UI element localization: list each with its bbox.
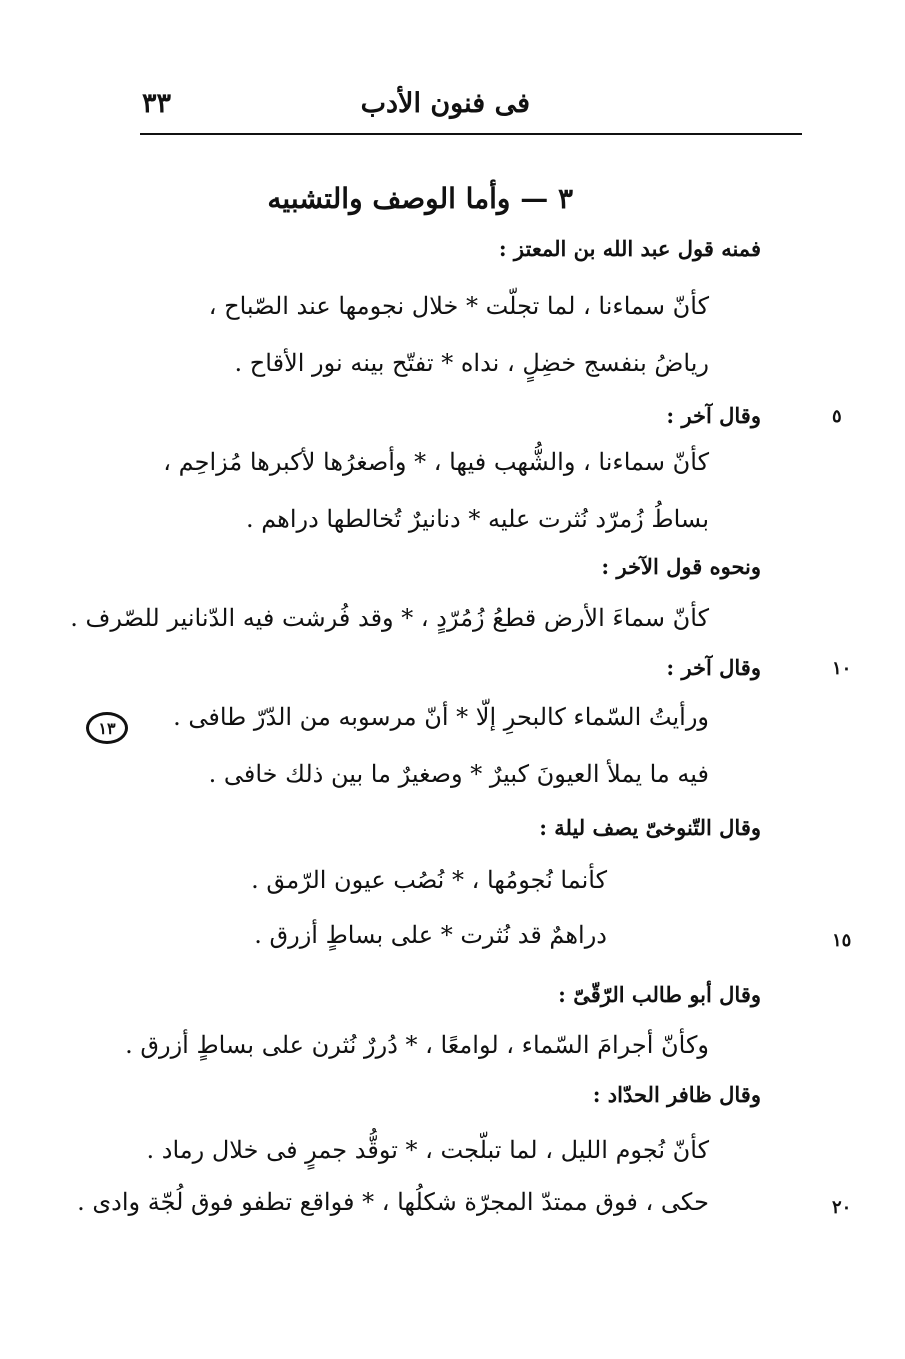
- line-number: ٢٠: [832, 1197, 852, 1218]
- line-number: ١٥: [832, 930, 852, 951]
- verse-line: ورأيتُ السّماء كالبحرِ إلّا * أنّ مرسوبه من الدّرّ طافى .: [173, 703, 709, 731]
- page-number: ٣٣: [142, 88, 172, 119]
- line-number: ٥: [832, 406, 842, 427]
- running-header-title: فى فنون الأدب: [360, 88, 530, 119]
- verse-line: دراهمٌ قد نُثرت * على بساطٍ أزرق .: [254, 921, 607, 949]
- verse-line: رياضُ بنفسج خضِلٍ ، نداه * تفتّح بينه نور الأقاح .: [234, 349, 709, 377]
- header-rule: [140, 133, 802, 135]
- line-number: ١٠: [832, 658, 852, 679]
- intro-line: ونحوه قول الآخر :: [601, 554, 761, 579]
- verse-line: كأنّ سماءنا ، والشُّهب فيها ، * وأصغرُها لأكبرها مُزاحِم ،: [163, 448, 709, 476]
- section-title: ٣ — وأما الوصف والتشبيه: [267, 182, 573, 215]
- verse-line: كأنما نُجومُها ، * نُصُب عيون الرّمق .: [251, 866, 607, 894]
- intro-line: فمنه قول عبد الله بن المعتز :: [498, 236, 761, 261]
- verse-line: كأنّ سماءَ الأرض قطعُ زُمُرّدٍ ، * وقد فُرشت فيه الدّنانير للصّرف .: [70, 604, 709, 632]
- verse-line: كأنّ سماءنا ، لما تجلّت * خلال نجومها عند الصّباح ،: [208, 292, 709, 320]
- verse-line: فيه ما يملأ العيونَ كبيرٌ * وصغيرٌ ما بين ذلك خافى .: [208, 760, 709, 788]
- verse-line: وكأنّ أجرامَ السّماء ، لوامعًا ، * دُررٌ نُثرن على بساطٍ أزرق .: [125, 1031, 709, 1059]
- intro-line: وقال ظافر الحدّاد :: [592, 1082, 761, 1107]
- margin-seal: ١٣: [86, 712, 128, 744]
- verse-line: بساطُ زُمرّد نُثرت عليه * دنانيرٌ تُخالطها دراهم .: [245, 505, 709, 533]
- intro-line: وقال آخر :: [666, 403, 761, 428]
- intro-line: وقال أبو طالب الرّقّىّ :: [558, 982, 761, 1007]
- verse-line: كأنّ نُجوم الليل ، لما تبلّجت ، * توقُّد جمرٍ فى خلال رماد .: [146, 1136, 709, 1164]
- intro-line: وقال التّنوخىّ يصف ليلة :: [539, 815, 761, 840]
- verse-line: حكى ، فوق ممتدّ المجرّة شكلُها ، * فواقع تطفو فوق لُجّة وادى .: [77, 1188, 709, 1216]
- intro-line: وقال آخر :: [666, 655, 761, 680]
